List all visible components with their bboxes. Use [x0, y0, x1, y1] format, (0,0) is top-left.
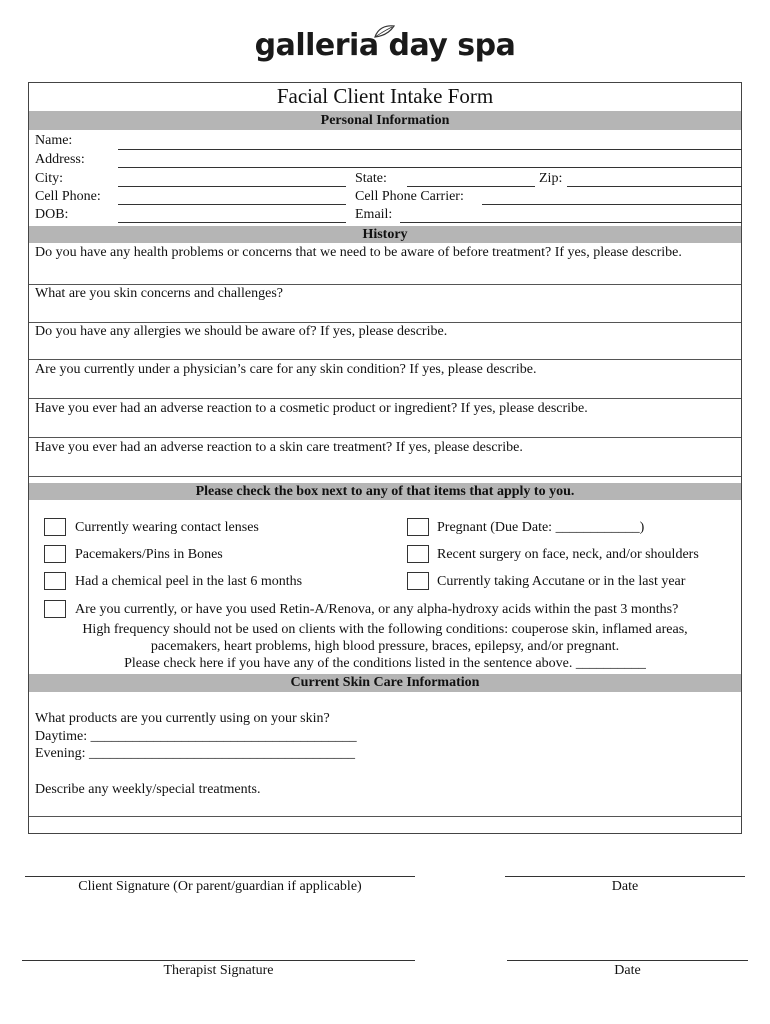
- client-signature-line[interactable]: [25, 876, 415, 877]
- state-field[interactable]: [407, 186, 535, 187]
- divider: [29, 816, 741, 817]
- divider: [29, 322, 741, 323]
- checkbox-contact-lenses[interactable]: [44, 518, 66, 536]
- client-signature-label: Client Signature (Or parent/guardian if applicable): [78, 879, 362, 894]
- history-question: What are you skin concerns and challenges?: [35, 286, 284, 301]
- treatments-question: Describe any weekly/special treatments.: [35, 782, 261, 797]
- dob-field[interactable]: [118, 222, 346, 223]
- email-field[interactable]: [400, 222, 742, 223]
- cell-phone-label: Cell Phone:: [35, 189, 101, 204]
- date-label: Date: [614, 963, 641, 978]
- carrier-field[interactable]: [482, 204, 742, 205]
- date-line[interactable]: [505, 876, 745, 877]
- products-question: What products are you currently using on your skin?: [35, 711, 330, 726]
- evening-field[interactable]: Evening: ______________________________________: [35, 746, 356, 761]
- divider: [29, 437, 741, 438]
- email-label: Email:: [355, 207, 393, 222]
- checkbox-retin-a[interactable]: [44, 600, 66, 618]
- checklist-header: Please check the box next to any of that items that apply to you.: [29, 483, 741, 500]
- therapist-signature-line[interactable]: [22, 960, 415, 961]
- address-field[interactable]: [118, 167, 742, 168]
- checkbox-label: Pacemakers/Pins in Bones: [75, 547, 223, 562]
- divider: [29, 359, 741, 360]
- date-line[interactable]: [507, 960, 748, 961]
- zip-label: Zip:: [539, 171, 563, 186]
- date-label: Date: [611, 879, 639, 894]
- daytime-field[interactable]: Daytime: ______________________________________: [35, 729, 357, 744]
- checkbox-pacemakers[interactable]: [44, 545, 66, 563]
- note-line: Please check here if you have any of the conditions listed in the sentence above. __________: [124, 656, 646, 671]
- history-question: Have you ever had an adverse reaction to a skin care treatment? If yes, please describe.: [35, 440, 523, 455]
- personal-info-header: Personal Information: [29, 111, 741, 130]
- carrier-label: Cell Phone Carrier:: [355, 189, 464, 204]
- history-question: Do you have any allergies we should be aware of? If yes, please describe.: [35, 324, 448, 339]
- note-line: High frequency should not be used on clients with the following conditions: couperose skin, inflamed areas,: [82, 622, 688, 637]
- divider: [29, 284, 741, 285]
- checkbox-label: Currently taking Accutane or in the last year: [437, 574, 686, 589]
- logo-text: galleria day spa: [254, 27, 516, 63]
- checkbox-label: Recent surgery on face, neck, and/or shoulders: [437, 547, 699, 562]
- city-label: City:: [35, 171, 64, 186]
- checkbox-chemical-peel[interactable]: [44, 572, 66, 590]
- city-field[interactable]: [118, 186, 346, 187]
- history-question: Have you ever had an adverse reaction to a cosmetic product or ingredient? If yes, please describe.: [35, 401, 588, 416]
- name-label: Name:: [35, 133, 73, 148]
- divider: [29, 398, 741, 399]
- therapist-signature-label: Therapist Signature: [163, 963, 274, 978]
- checkbox-recent-surgery[interactable]: [407, 545, 429, 563]
- history-question: Do you have any health problems or concerns that we need to be aware of before treatment? If yes, please describe.: [35, 245, 682, 260]
- checkbox-label: Pregnant (Due Date: ____________): [437, 520, 645, 535]
- history-header: History: [29, 226, 741, 243]
- checkbox-pregnant[interactable]: [407, 518, 429, 536]
- skin-care-header: Current Skin Care Information: [29, 674, 741, 692]
- cell-phone-field[interactable]: [118, 204, 346, 205]
- leaf-icon: [372, 24, 396, 40]
- divider: [29, 476, 741, 477]
- zip-field[interactable]: [567, 186, 742, 187]
- history-question: Are you currently under a physician’s care for any skin condition? If yes, please describe.: [35, 362, 537, 377]
- dob-label: DOB:: [35, 207, 69, 222]
- note-line: pacemakers, heart problems, high blood pressure, braces, epilepsy, and/or pregnant.: [150, 639, 620, 654]
- state-label: State:: [355, 171, 387, 186]
- form-title: Facial Client Intake Form: [276, 84, 494, 108]
- checkbox-label: Had a chemical peel in the last 6 months: [75, 574, 303, 589]
- name-field[interactable]: [118, 149, 742, 150]
- checkbox-label: Currently wearing contact lenses: [75, 520, 259, 535]
- address-label: Address:: [35, 152, 85, 167]
- checkbox-label: Are you currently, or have you used Retin-A/Renova, or any alpha-hydroxy acids within the past 3 months?: [75, 602, 679, 617]
- checkbox-accutane[interactable]: [407, 572, 429, 590]
